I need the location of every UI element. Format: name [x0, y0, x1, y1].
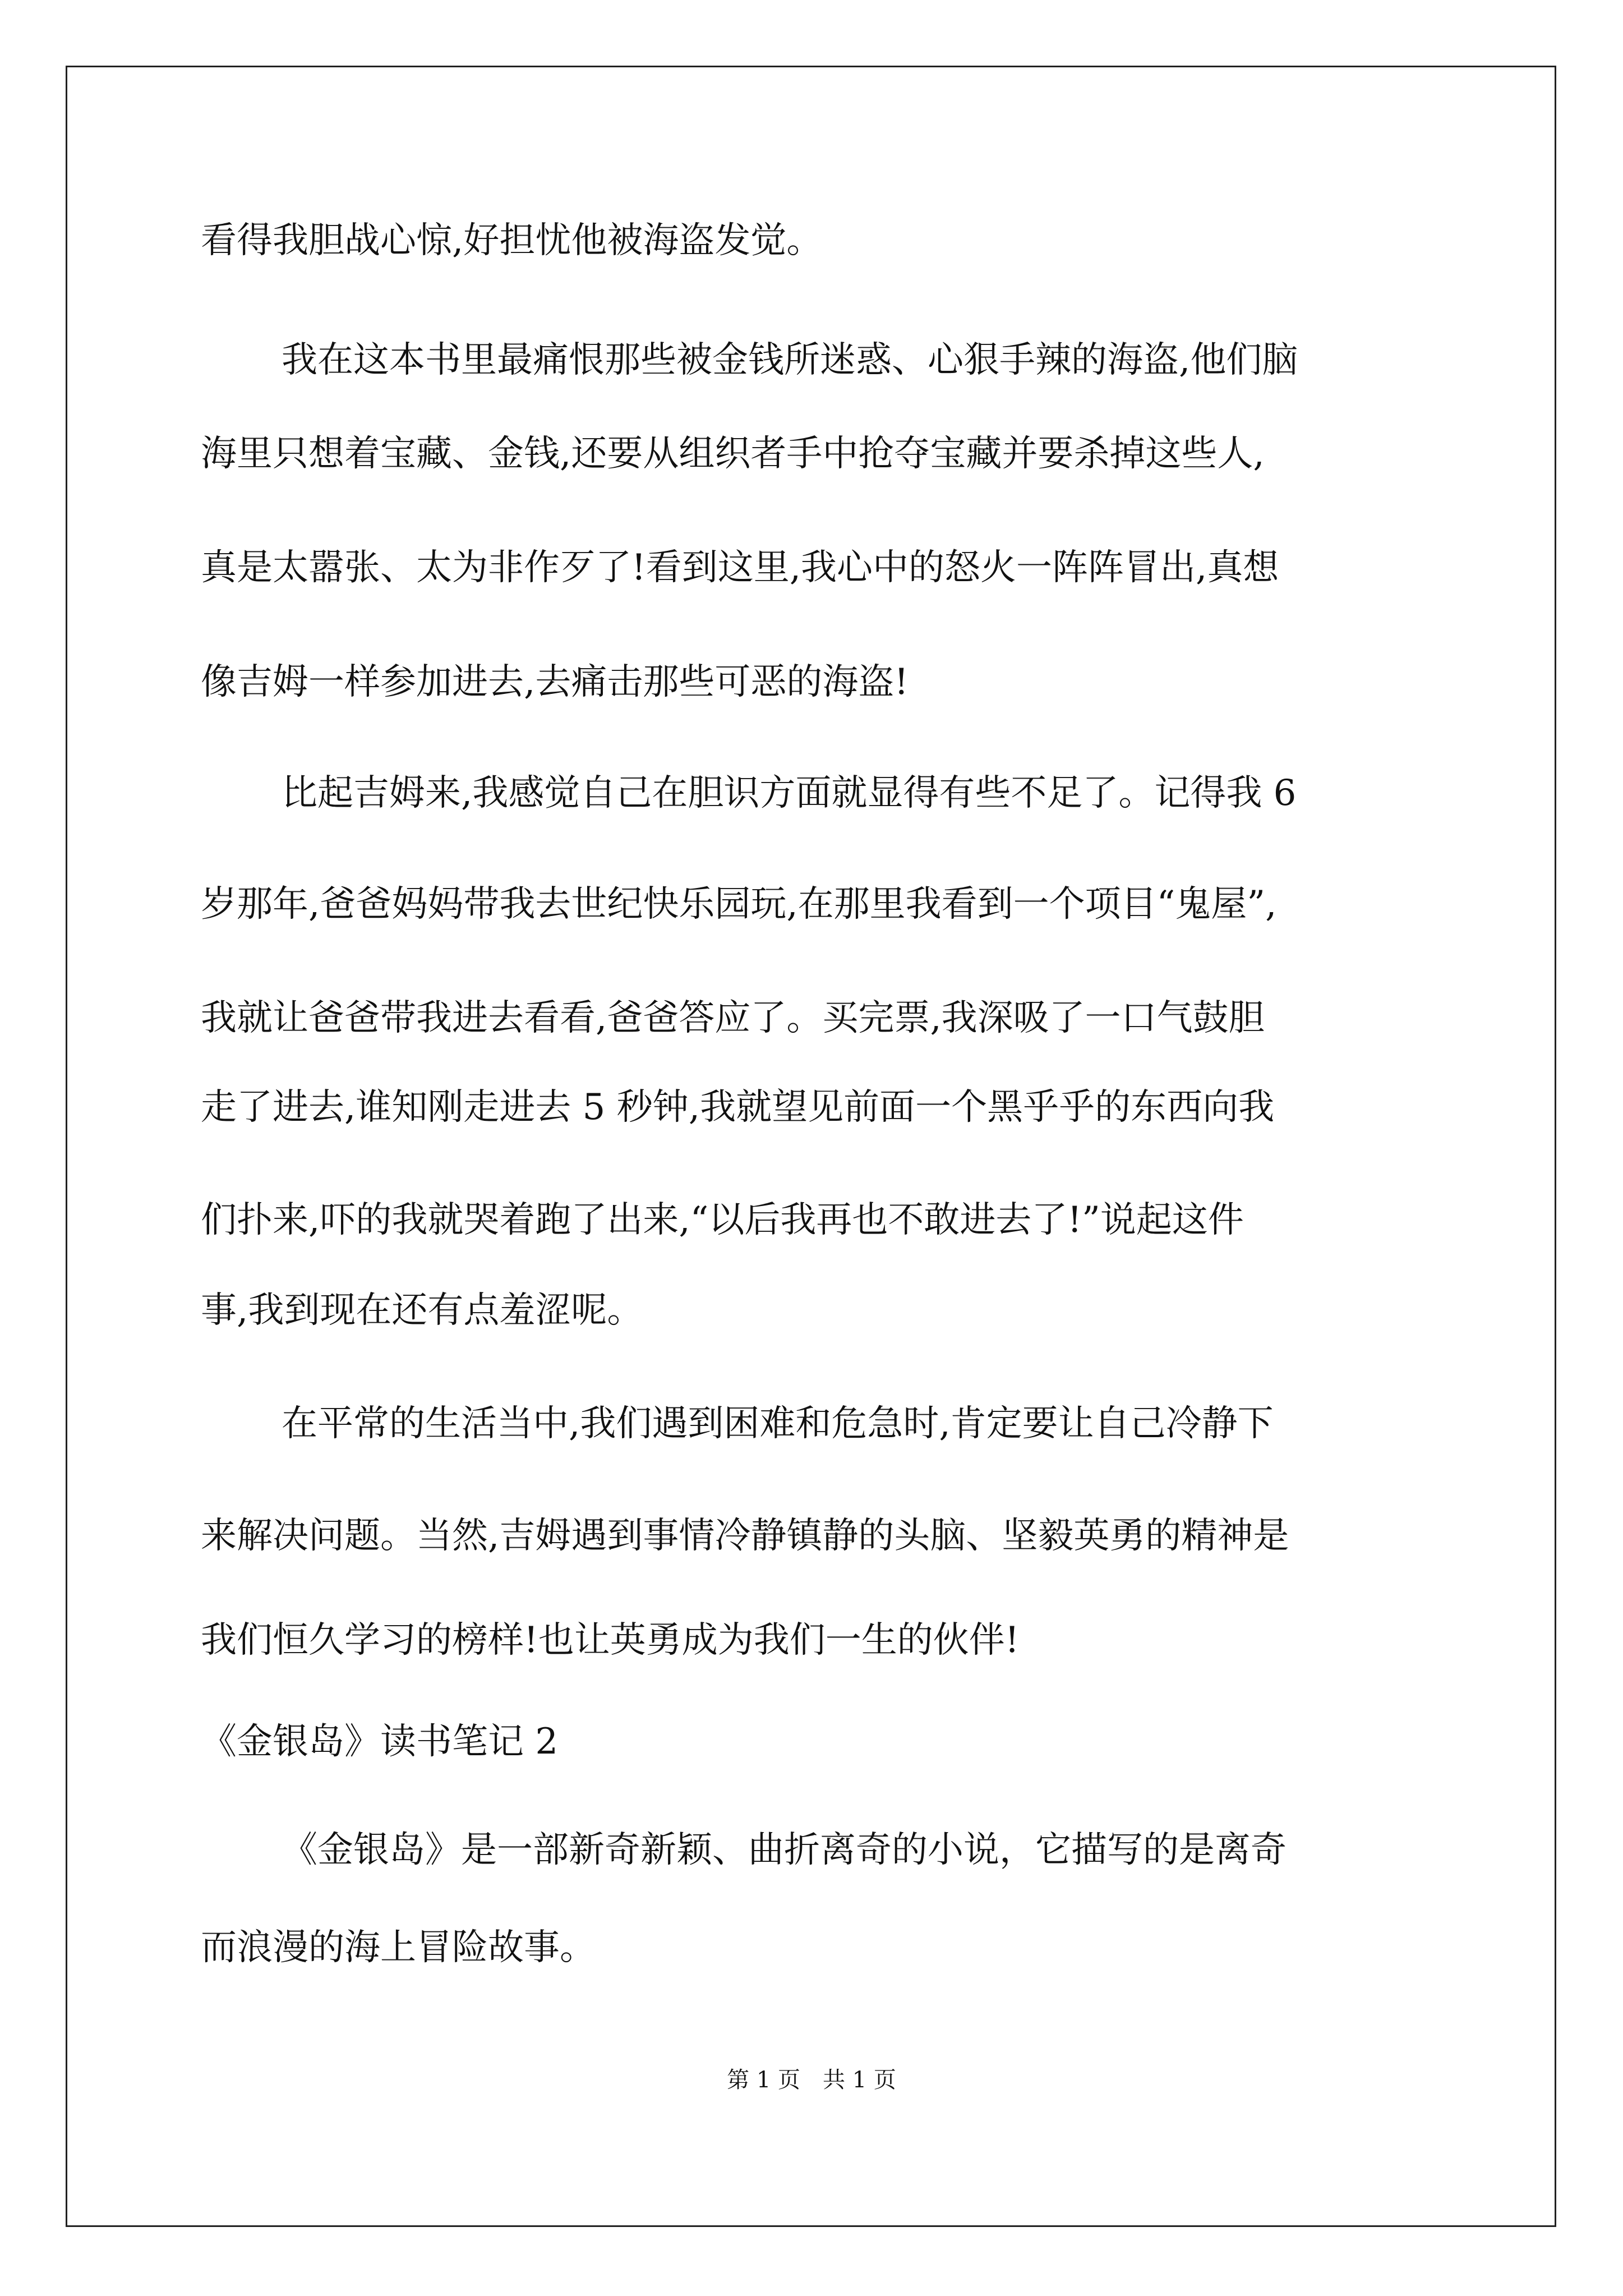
body-text-line: 像吉姆一样参加进去,去痛击那些可恶的海盗! — [201, 661, 909, 703]
body-text-line: 《金银岛》是一部新奇新颖、曲折离奇的小说，它描写的是离奇 — [282, 1829, 1287, 1871]
body-text-line: 岁那年,爸爸妈妈带我去世纪快乐园玩,在那里我看到一个项目“鬼屋”, — [201, 884, 1277, 925]
body-text-line: 我就让爸爸带我进去看看,爸爸答应了。买完票,我深吸了一口气鼓胆 — [201, 997, 1265, 1039]
body-text-line: 看得我胆战心惊,好担忧他被海盗发觉。 — [201, 220, 823, 261]
body-text-line: 真是太嚣张、太为非作歹了!看到这里,我心中的怒火一阵阵冒出,真想 — [201, 547, 1279, 588]
body-text-line: 海里只想着宝藏、金钱,还要从组织者手中抢夺宝藏并要杀掉这些人, — [201, 433, 1265, 475]
body-text-line: 我在这本书里最痛恨那些被金钱所迷惑、心狠手辣的海盗,他们脑 — [282, 339, 1298, 381]
page-footer: 第 1 页 共 1 页 — [727, 2067, 896, 2093]
body-text-line: 比起吉姆来,我感觉自己在胆识方面就显得有些不足了。记得我 6 — [282, 772, 1297, 814]
body-text-line: 事,我到现在还有点羞涩呢。 — [201, 1290, 643, 1331]
body-text-line: 们扑来,吓的我就哭着跑了出来,“以后我再也不敢进去了!”说起这件 — [201, 1199, 1244, 1241]
body-text-line: 我们恒久学习的榜样!也让英勇成为我们一生的伙伴! — [201, 1619, 1020, 1661]
body-text-line: 走了进去,谁知刚走进去 5 秒钟,我就望见前面一个黑乎乎的东西向我 — [201, 1087, 1275, 1128]
page-border — [66, 66, 1556, 2227]
section-heading: 《金银岛》读书笔记 2 — [201, 1721, 559, 1763]
body-text-line: 来解决问题。当然,吉姆遇到事情冷静镇静的头脑、坚毅英勇的精神是 — [201, 1515, 1289, 1557]
body-text-line: 而浪漫的海上冒险故事。 — [201, 1927, 596, 1968]
body-text-line: 在平常的生活当中,我们遇到困难和危急时,肯定要让自己冷静下 — [282, 1403, 1274, 1444]
